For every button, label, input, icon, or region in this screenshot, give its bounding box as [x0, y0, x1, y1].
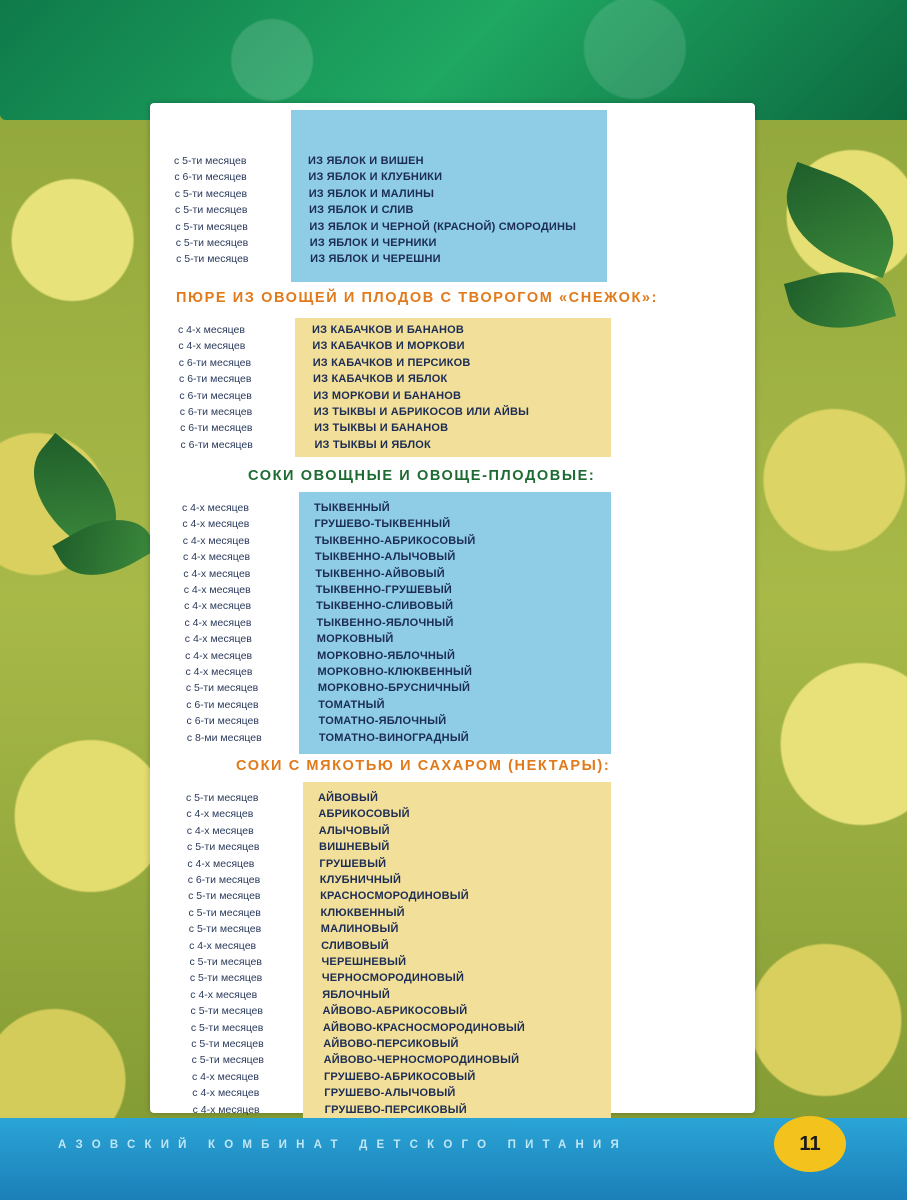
row-age: с 5-ти месяцев [188, 890, 261, 903]
row-product-name: ТЫКВЕННО-АЙВОВЫЙ [315, 567, 445, 580]
row-product-name: ТЫКВЕННО-ГРУШЕВЫЙ [315, 584, 453, 596]
row-age: с 4-х месяцев [183, 584, 251, 596]
row-age: с 5-ти месяцев [190, 1005, 263, 1018]
row-product-name: АЙВОВО-АБРИКОСОВЫЙ [322, 1005, 468, 1018]
row-age: с 5-ти месяцев [176, 253, 249, 266]
row-product-name: ТЫКВЕННО-ЯБЛОЧНЫЙ [316, 616, 454, 629]
row-product-name: ИЗ ЯБЛОК И КЛУБНИКИ [308, 171, 443, 184]
row-age: с 4-х месяцев [182, 502, 249, 514]
row-age: с 6-ти месяцев [174, 171, 247, 184]
row-age: с 4-х месяцев [190, 988, 258, 1001]
row-product-name: АБРИКОСОВЫЙ [318, 808, 410, 821]
row-age: с 6-ти месяцев [180, 422, 253, 435]
row-product-name: ИЗ ЯБЛОК И МАЛИНЫ [308, 187, 435, 200]
row-product-name: МОРКОВНО-КЛЮКВЕННЫЙ [317, 666, 473, 678]
row-age: с 6-ти месяцев [186, 698, 259, 711]
row-age: с 5-ти месяцев [188, 906, 261, 919]
row-age: с 5-ти месяцев [190, 1021, 264, 1034]
row-product-name: ТЫКВЕННО-СЛИВОВЫЙ [316, 600, 454, 613]
row-age: с 4-х месяцев [184, 600, 252, 613]
row-age: с 4-х месяцев [187, 857, 255, 870]
row-age: с 4-х месяцев [186, 808, 254, 821]
row-product-name: АЙВОВО-КРАСНОСМОРОДИНОВЫЙ [322, 1021, 526, 1034]
leaf-decoration [770, 162, 907, 278]
row-age: с 5-ти месяцев [175, 204, 248, 217]
page-number: 11 [799, 1132, 821, 1155]
row-age: с 6-ти месяцев [179, 406, 253, 418]
footer-band [0, 1118, 907, 1200]
row-age: с 5-ти месяцев [188, 923, 262, 936]
row-age: с 5-ти месяцев [189, 956, 262, 968]
row-product-name: ТЫКВЕННО-АБРИКОСОВЫЙ [314, 534, 476, 547]
row-age: с 5-ти месяцев [189, 972, 263, 985]
row-product-name: МОРКОВНО-БРУСНИЧНЫЙ [317, 682, 471, 695]
row-age: с 5-ти месяцев [175, 220, 248, 233]
row-product-name: КРАСНОСМОРОДИНОВЫЙ [320, 890, 469, 903]
row-product-name: ИЗ ТЫКВЫ И ЯБЛОК [314, 438, 431, 451]
row-product-name: КЛЮКВЕННЫЙ [320, 906, 405, 919]
top-green-band [0, 0, 907, 120]
row-product-name: ГРУШЕВО-ТЫКВЕННЫЙ [314, 518, 451, 531]
page-number-badge [774, 1116, 846, 1172]
row-age: с 6-ти месяцев [178, 356, 252, 369]
section-heading: СОКИ С МЯКОТЬЮ И САХАРОМ (НЕКТАРЫ): [236, 758, 611, 774]
row-age: с 4-х месяцев [178, 340, 246, 353]
row-age: с 8-ми месяцев [186, 731, 262, 744]
row-age: с 4-х месяцев [178, 324, 245, 336]
row-product-name: ЧЕРЕШНЕВЫЙ [321, 956, 407, 968]
row-age: с 5-ти месяцев [191, 1038, 264, 1050]
row-product-name: МАЛИНОВЫЙ [320, 923, 399, 936]
row-age: с 5-ти месяцев [185, 682, 259, 695]
row-age: с 5-ти месяцев [174, 187, 248, 200]
row-product-name: СЛИВОВЫЙ [321, 939, 389, 952]
row-age: с 4-х месяцев [185, 649, 253, 662]
row-product-name: ИЗ ЯБЛОК И ВИШЕН [308, 155, 424, 167]
row-age: с 6-ти месяцев [179, 389, 252, 402]
row-age: с 4-х месяцев [186, 824, 254, 837]
row-product-name: ТЫКВЕННО-АЛЫЧОВЫЙ [315, 551, 456, 564]
row-age: с 4-х месяцев [182, 518, 250, 531]
row-product-name: ГРУШЕВО-АЛЫЧОВЫЙ [324, 1087, 456, 1100]
row-product-name: АЙВОВО-ПЕРСИКОВЫЙ [323, 1038, 459, 1050]
row-product-name: ИЗ КАБАЧКОВ И МОРКОВИ [312, 340, 465, 353]
row-age: с 4-х месяцев [184, 633, 252, 646]
row-product-name: ТОМАТНО-ЯБЛОЧНЫЙ [318, 715, 447, 728]
row-product-name: МОРКОВНО-ЯБЛОЧНЫЙ [317, 649, 456, 662]
row-product-name: ИЗ ТЫКВЫ И АБРИКОСОВ ИЛИ АЙВЫ [313, 406, 530, 418]
row-product-name: АЙВОВО-ЧЕРНОСМОРОДИНОВЫЙ [323, 1054, 520, 1067]
row-product-name: ИЗ ЯБЛОК И ЧЕРНОЙ (КРАСНОЙ) СМОРОДИНЫ [309, 220, 577, 233]
row-product-name: ГРУШЕВО-ПЕРСИКОВЫЙ [324, 1103, 467, 1116]
row-age: с 4-х месяцев [192, 1087, 260, 1100]
row-product-name: АЛЫЧОВЫЙ [318, 824, 390, 837]
row-age: с 6-ти месяцев [187, 874, 261, 886]
row-age: с 5-ти месяцев [187, 841, 260, 854]
row-age: с 4-х месяцев [191, 1070, 259, 1083]
row-product-name: ЯБЛОЧНЫЙ [322, 988, 390, 1001]
row-age: с 4-х месяцев [189, 939, 257, 952]
row-age: с 4-х месяцев [182, 534, 250, 547]
company-name: АЗОВСКИЙ КОМБИНАТ ДЕТСКОГО ПИТАНИЯ [58, 1139, 628, 1151]
row-product-name: ИЗ ТЫКВЫ И БАНАНОВ [314, 422, 449, 435]
row-product-name: ЧЕРНОСМОРОДИНОВЫЙ [321, 972, 465, 985]
row-product-name: ГРУШЕВО-АБРИКОСОВЫЙ [323, 1070, 476, 1083]
row-product-name: ИЗ ЯБЛОК И ЧЕРЕШНИ [310, 253, 441, 266]
row-age: с 6-ти месяцев [186, 715, 259, 728]
row-product-name: ИЗ ЯБЛОК И СЛИВ [309, 204, 414, 217]
section-heading: СОКИ ОВОЩНЫЕ И ОВОЩЕ-ПЛОДОВЫЕ: [248, 468, 596, 484]
row-product-name: ИЗ ЯБЛОК И ЧЕРНИКИ [309, 237, 437, 249]
row-product-name: ИЗ КАБАЧКОВ И ПЕРСИКОВ [312, 356, 471, 369]
row-age: с 4-х месяцев [185, 666, 253, 678]
row-product-name: КЛУБНИЧНЫЙ [319, 874, 402, 886]
row-age: с 5-ти месяцев [191, 1054, 264, 1067]
row-product-name: ТОМАТНО-ВИНОГРАДНЫЙ [318, 731, 469, 744]
row-product-name: ТЫКВЕННЫЙ [314, 502, 390, 514]
row-age: с 4-х месяцев [183, 567, 251, 580]
row-product-name: ИЗ КАБАЧКОВ И ЯБЛОК [313, 373, 448, 386]
row-age: с 4-х месяцев [184, 616, 252, 629]
row-product-name: АЙВОВЫЙ [318, 792, 379, 804]
row-product-name: ТОМАТНЫЙ [318, 698, 385, 711]
row-age: с 5-ти месяцев [186, 792, 259, 804]
row-product-name: ВИШНЕВЫЙ [319, 841, 390, 854]
row-age: с 5-ти месяцев [174, 155, 247, 167]
row-age: с 4-х месяцев [192, 1103, 260, 1116]
section-heading: ПЮРЕ ИЗ ОВОЩЕЙ И ПЛОДОВ С ТВОРОГОМ «СНЕЖОК»: [176, 290, 659, 306]
row-product-name: ИЗ КАБАЧКОВ И БАНАНОВ [312, 324, 465, 336]
row-age: с 5-ти месяцев [175, 237, 249, 249]
row-age: с 6-ти месяцев [180, 438, 253, 451]
row-product-name: МОРКОВНЫЙ [316, 633, 394, 646]
row-age: с 4-х месяцев [183, 551, 251, 564]
row-product-name: ГРУШЕВЫЙ [319, 857, 387, 870]
row-product-name: ИЗ МОРКОВИ И БАНАНОВ [313, 389, 462, 402]
row-age: с 6-ти месяцев [179, 373, 252, 386]
